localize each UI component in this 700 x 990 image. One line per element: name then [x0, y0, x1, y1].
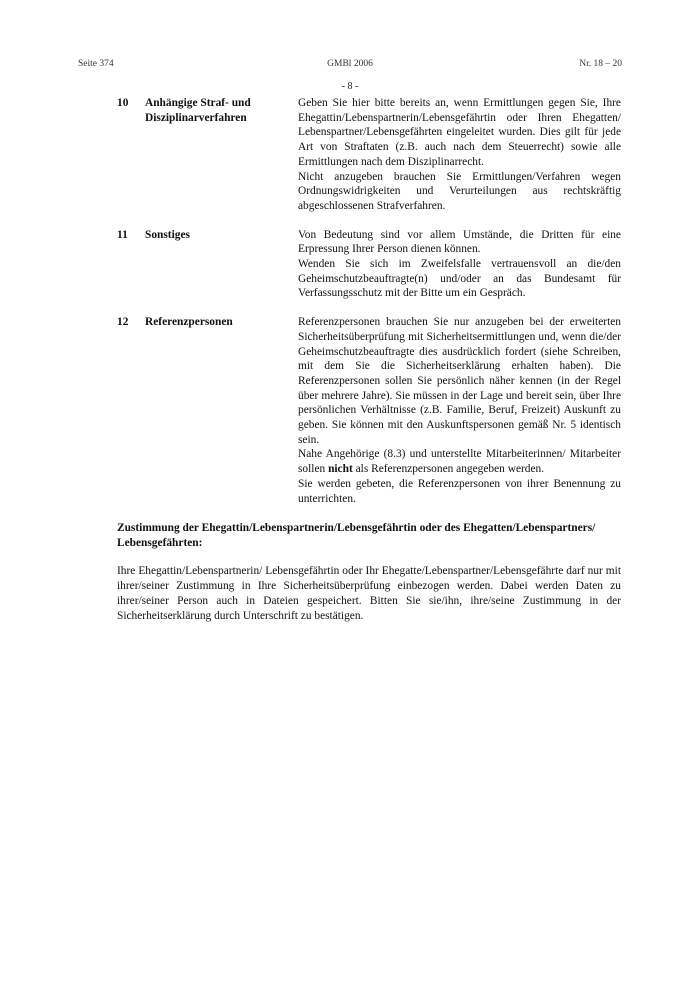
section-number: 10	[117, 97, 129, 109]
section-paragraph: Referenzpersonen brauchen Sie nur anzugeben bei der erweiterten Sicherheitsüberprüfung mit Sicherheitsermittlungen und, wenn die/der Geheimschutzbeauftragte dies ausdrücklich fordert (siehe Schreiben, mit dem Sie die Sicherheitserklärung erhalten haben). Die Referenzpersonen sollen Sie persönlich näher kennen (in der Regel über mehrere Jahre). Sie müssen in der Lage und bereit sein, über Ihre persönlichen Verhältnisse (z.B. Familie, Beruf, Freizeit) Auskunft zu geben. Sie können mit den Auskunftspersonen gemäß Nr. 5 identisch sein.	[298, 316, 621, 446]
section-number: 12	[117, 316, 129, 329]
section-number: 11	[117, 228, 128, 241]
section-body	[298, 228, 621, 302]
page-header	[78, 59, 622, 75]
section-item-11	[117, 228, 621, 302]
consent-section	[117, 521, 621, 623]
section-title: Anhängige Straf- und Disziplinarverfahren	[145, 97, 251, 124]
section-body	[298, 96, 621, 214]
header-issue-number: Nr. 18 – 20	[579, 59, 622, 69]
page-number: - 8 -	[341, 81, 359, 92]
header-publication: GMBl 2006	[327, 59, 373, 69]
section-item-10	[117, 96, 621, 214]
consent-paragraph: Ihre Ehegattin/Lebenspartnerin/ Lebensgefährtin oder Ihr Ehegatte/Lebenspartner/Lebensgefährte darf nur mit ihrer/seiner Zustimmung in Ihre Sicherheitsüberprüfung einbezogen werden. Dabei werden Daten zu ihrer/seiner Person auch in Dateien gespeichert. Bitten Sie sie/ihn, ihre/seine Zustimmung in der Sicherheitserklärung durch Unterschrift zu bestätigen.	[117, 565, 621, 622]
section-paragraph: Sie werden gebeten, die Referenzpersonen von ihrer Benennung zu unterrichten.	[298, 477, 621, 505]
section-title: Referenzpersonen	[145, 316, 233, 329]
section-item-12	[117, 315, 621, 506]
document-content	[117, 96, 621, 506]
section-title: Sonstiges	[145, 228, 190, 241]
consent-heading: Zustimmung der Ehegattin/Lebenspartnerin/Lebensgefährtin oder des Ehegatten/Lebenspartners/ Lebensgefährten:	[117, 522, 596, 549]
section-paragraph: Wenden Sie sich im Zweifelsfalle vertrauensvoll an die/den Geheimschutzbeauftragte(n) und/oder an das Bundesamt für Verfassungsschutz mit der Bitte um ein Gespräch.	[298, 258, 621, 300]
header-page-label: Seite 374	[78, 59, 114, 69]
note-text: als Referenzpersonen angegeben werden.	[352, 463, 545, 476]
section-paragraph: Nicht anzugeben brauchen Sie Ermittlungen/Verfahren wegen Ordnungswidrigkeiten und Verurteilungen aus rechtskräftig abgeschlossenen Strafverfahren.	[298, 170, 621, 212]
section-paragraph: Geben Sie hier bitte bereits an, wenn Ermittlungen gegen Sie, Ihre Ehegattin/Lebenspartnerin/Lebensgefährtin oder Ihren Ehegatten/ Lebenspartner/Lebensgefährten eingeleitet wurden. Dies gilt für jede Art von Straftaten (z.B. auch nach dem Steuerrecht) sowie alle Ermittlungen nach dem Disziplinarrecht.	[298, 97, 621, 168]
section-paragraph: Von Bedeutung sind vor allem Umstände, die Dritten für eine Erpressung Ihrer Person dienen können.	[298, 228, 621, 256]
section-body	[298, 315, 621, 506]
note-text: Nahe Angehörige (8.3) und unterstellte Mitarbeiterinnen/ Mitarbeiter sollen	[298, 448, 621, 476]
section-note	[298, 447, 621, 476]
note-emphasis: nicht	[328, 463, 353, 476]
